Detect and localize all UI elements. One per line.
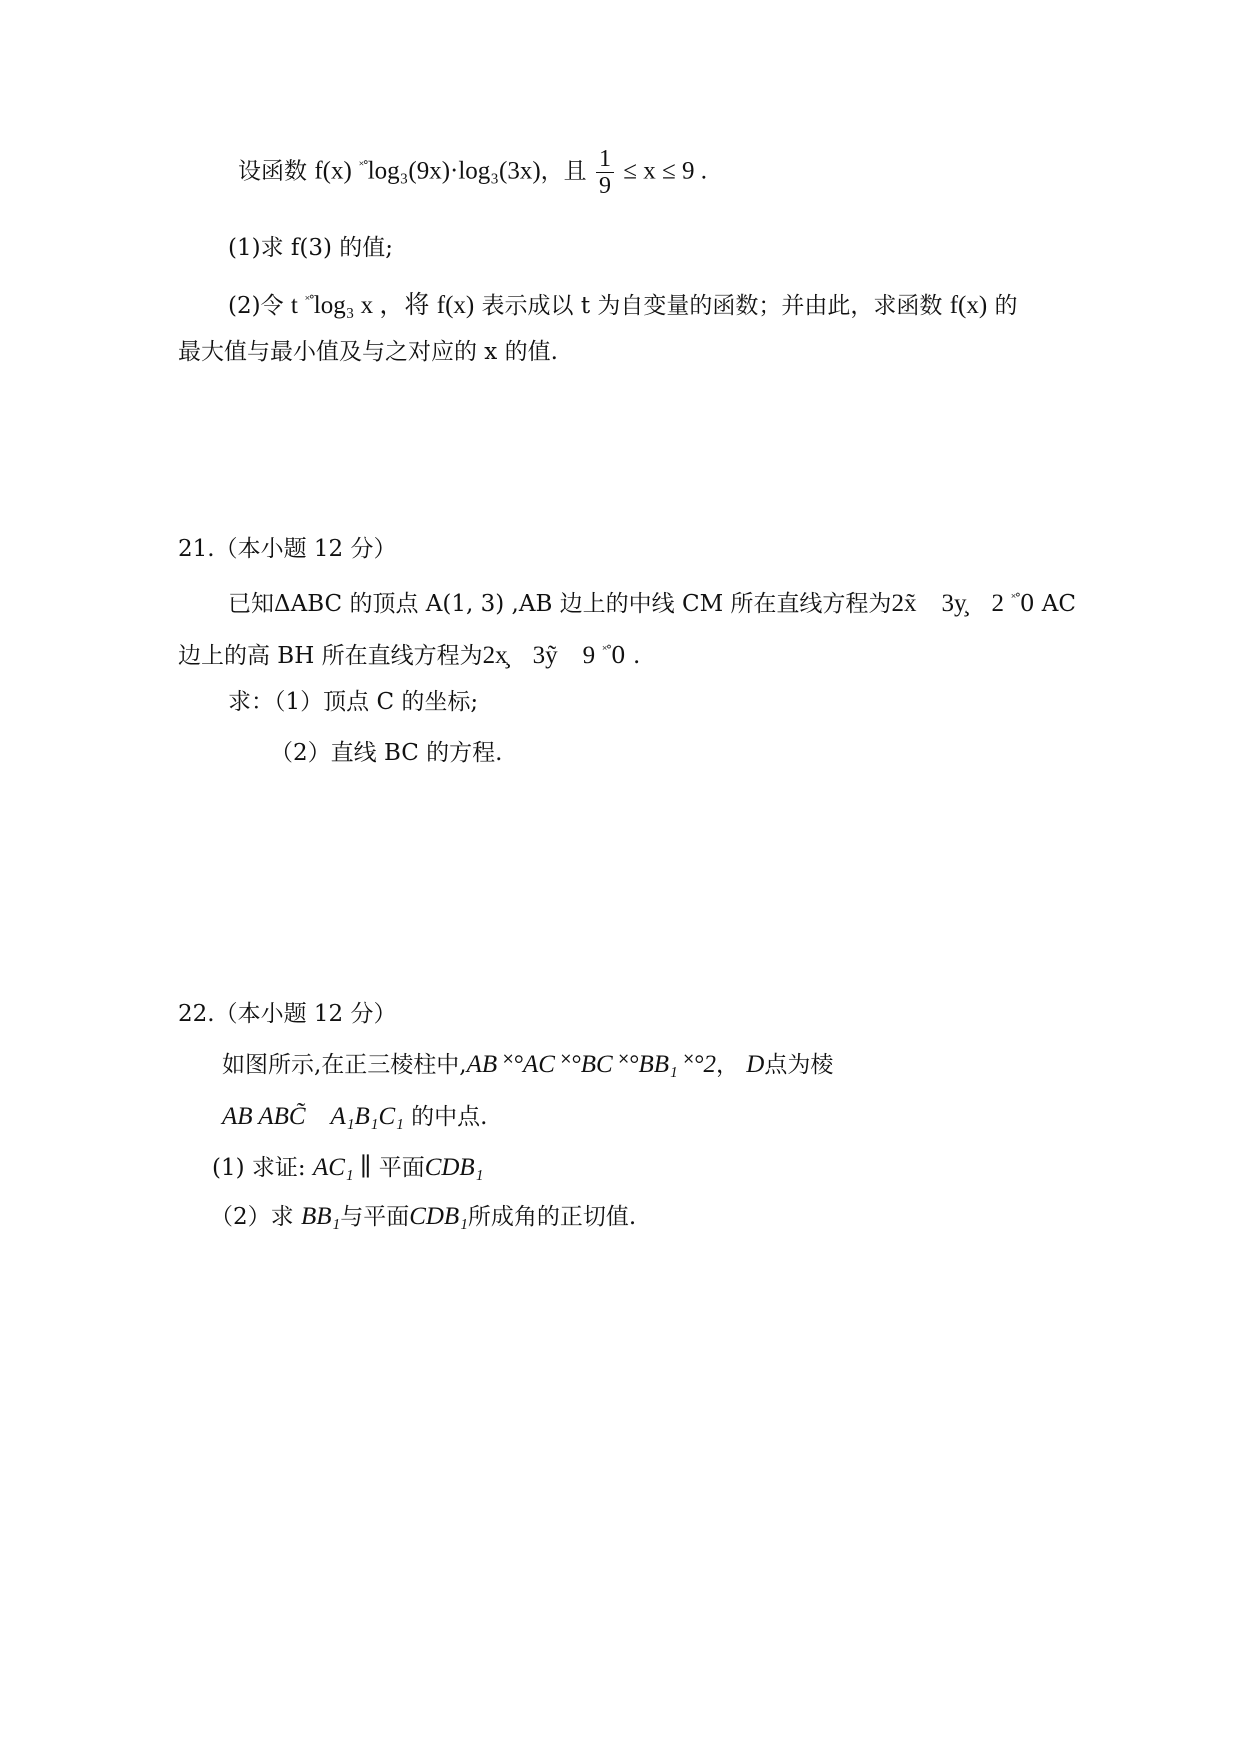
- q21-line2-eq: 2x̧ 3ỹ 9: [482, 642, 596, 669]
- q20-fraction-numerator: 1: [596, 146, 614, 173]
- q22-line1-eq: AB ˟°AC ˟°BC ˟°BB₁ ˟°2: [466, 1051, 716, 1078]
- q21-line1: [228, 582, 1076, 620]
- q21-line2-text: 边上的高 BH 所在直线方程为: [178, 643, 483, 669]
- q22-line1-text: 如图所示,在正三棱柱中,: [222, 1052, 467, 1078]
- q20-part1: (1)求 f(3) 的值;: [228, 235, 394, 261]
- q22-part1-eq2: CDB₁: [424, 1154, 484, 1181]
- q22-line2: [222, 1101, 487, 1133]
- q22-line1-comma: ，: [715, 1052, 739, 1078]
- q20-part2-b: log₃ x ，将: [313, 292, 430, 319]
- q21-header: 21.（本小题 12 分）: [178, 536, 397, 562]
- q22-part2-text: （2）求: [210, 1204, 294, 1230]
- q20-stem-expr: log₃(9x)·log₃(3x): [367, 157, 541, 185]
- q21-ask1: 求：（1）顶点 C 的坐标;: [228, 689, 479, 715]
- q22-part1: [212, 1152, 483, 1184]
- q21-line1-eq: 2x̃ 3y̧ 2: [891, 590, 1004, 617]
- q22-part1-plane: 平面: [378, 1155, 425, 1181]
- q22-part1-eq: AC₁ ∥: [312, 1154, 372, 1181]
- q22-part2-eq: BB₁: [300, 1203, 341, 1230]
- q20-part2-fx: f(x): [436, 292, 475, 319]
- q20-stem-fx: f(x): [314, 157, 352, 185]
- q20-fraction: [596, 146, 614, 199]
- q22-part2-plane: 与平面: [340, 1204, 410, 1230]
- q21-line2-mark: ˟°: [602, 643, 612, 657]
- q22-part2-tail: 所成角的正切值.: [467, 1204, 637, 1230]
- q22-part2-eq2: CDB₁: [409, 1203, 468, 1230]
- q20-part2-fx2: f(x): [949, 292, 988, 319]
- q21-line1-mark: ˟°: [1011, 591, 1020, 605]
- q22-line1: [222, 1049, 833, 1081]
- q20-stem-prefix: 设函数: [238, 158, 307, 185]
- q22-line2-eq: AB ABC̃ A₁B₁C₁: [222, 1103, 404, 1130]
- q20-part2-line2: 最大值与最小值及与之对应的 x 的值.: [178, 339, 558, 365]
- q21-line1-text: 已知ΔABC 的顶点 A(1, 3) ,AB 边上的中线 CM 所在直线方程为: [228, 591, 892, 617]
- q20-fraction-denominator: 9: [598, 173, 611, 199]
- q20-stem: [238, 146, 707, 199]
- q20-part2-t: t: [290, 292, 298, 319]
- q20-part2-d: 的: [994, 293, 1018, 319]
- q20-stem-tail: ≤ x ≤ 9 .: [623, 157, 707, 185]
- q21-line2-tail: 0 .: [611, 643, 641, 669]
- q20-part2: [228, 284, 1018, 322]
- q22-line1-tail: 点为棱: [764, 1052, 834, 1078]
- q22-header: 22.（本小题 12 分）: [178, 1001, 397, 1027]
- q22-part2: [210, 1201, 636, 1233]
- q22-part1-text: (1) 求证:: [212, 1155, 306, 1181]
- q22-line2-tail: 的中点.: [411, 1104, 488, 1130]
- q21-line2: [178, 634, 640, 672]
- q20-part2-mark: ˟°: [305, 293, 314, 307]
- q20-stem-mid: ，且: [540, 158, 587, 185]
- q21-ask2: （2）直线 BC 的方程.: [270, 740, 503, 766]
- q20-stem-mark: ˟°: [359, 158, 368, 173]
- q21-line1-tail: 0 AC: [1019, 591, 1077, 617]
- q20-part2-a: (2)令: [228, 293, 284, 319]
- q20-part2-c: 表示成以 t 为自变量的函数；并由此，求函数: [481, 293, 943, 319]
- q22-line1-d: D: [746, 1051, 765, 1078]
